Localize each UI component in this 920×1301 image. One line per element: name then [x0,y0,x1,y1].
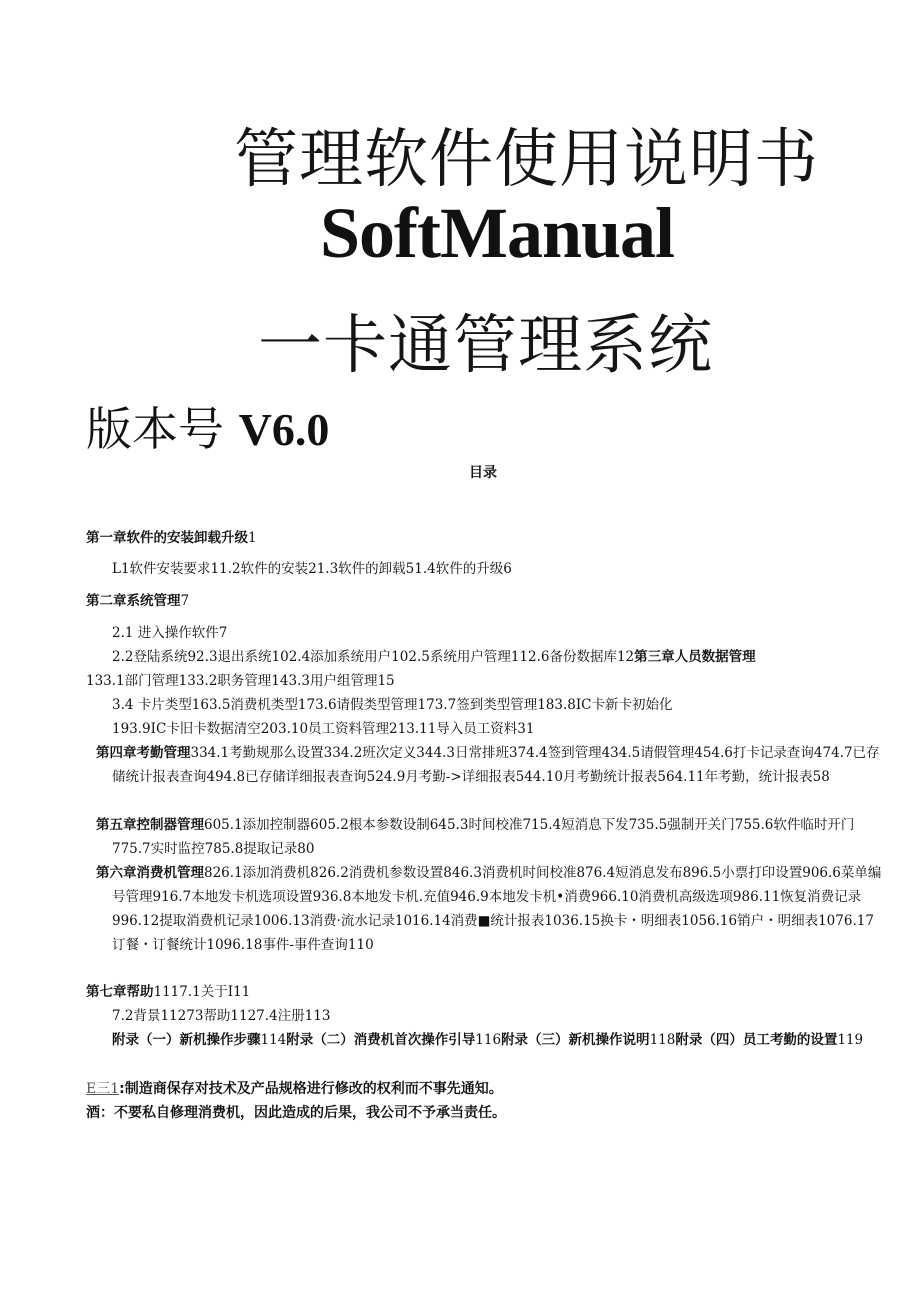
chapter-4-heading: 第四章考勤管理 [96,745,191,761]
chapter-5-items: 605.1添加控制器605.2根本参数设制645.3时间校准715.4短消息下发735.5强制开关门755.6软件临时开门775.7实时监控785.8提取记录80 [112,817,855,857]
chapter-1-page: 1 [248,530,257,546]
note-1 [86,1078,503,1098]
version-label: 版本号 [86,402,224,456]
version-line [86,393,329,459]
note-2: 酒：不要私自修理消费机，因此造成的后果，我公司不予承当责任。 [86,1105,506,1121]
appendix-2: 附录（二）消费机首次操作引导 [286,1032,476,1048]
note-1-text: :制造商保存对技术及产品规格进行修改的权利而不事先通知。 [119,1081,503,1097]
toc-chapter-6 [96,861,886,957]
toc-chapter-2 [86,589,189,613]
toc-chapter-4 [96,741,886,789]
manual-title-english: SoftManual [320,193,675,273]
toc-title: 目录 [469,465,497,481]
chapter-7-items: 1117.1关于I11 [153,984,251,1000]
chapter-3-heading: 第三章人员数据管理 [634,649,756,665]
toc-chapter-2-item2 [112,645,756,669]
chapter-2-heading: 第二章系统管理 [86,593,181,609]
appendix-1: 附录（一）新机操作步骤 [112,1032,261,1048]
toc-chapter-2-item1: 2.1 进入操作软件7 [112,625,228,641]
toc-chapter-1 [86,526,257,550]
appendix-1-page: 114 [260,1032,287,1048]
appendix-3-page: 118 [649,1032,676,1048]
toc-chapter-3-line1: 133.1部门管理133.2职务管理143.3用户组管理15 [86,673,395,689]
chapter-1-heading: 第一章软件的安装卸载升级 [86,530,248,546]
appendix-4-page: 119 [837,1032,864,1048]
chapter-6-items: 826.1添加消费机826.2消费机参数设置846.3消费机时间校准876.4短消息发布896.5小票打印设置906.6菜单编号管理916.7本地发卡机选项设置936.8本地发卡机.充值946.9本地发卡机•消费966.10消费机高级选项986.11恢复消费记录996.12提取消费机记录1006.13消费·流水记录1016.14消费■统计报表1036.15换卡・明细表1056.16销户・明细表1076.17订餐・订餐统计1096.18事件-事件查询110 [112,865,882,953]
toc-appendices [112,1028,886,1052]
chapter-4-items: 334.1考勤规那么设置334.2班次定义344.3日常排班374.4签到管理434.5请假管理454.6打卡记录查询474.7已存储统计报表查询494.8已存储详细报表查询524.9月考勤->详细报表544.10月考勤统计报表564.11年考勤，统计报表58 [112,745,880,785]
appendix-3: 附录（三）新机操作说明 [501,1032,650,1048]
toc-chapter-3-line3: 193.9IC卡旧卡数据清空203.10员工资料管理213.11导入员工资料31 [112,721,535,737]
chapter-5-heading: 第五章控制器管理 [96,817,204,833]
toc-chapter-3-line2: 3.4 卡片类型163.5消费机类型173.6请假类型管理173.7签到类型管理183.8IC卡新卡初始化 [112,697,673,713]
toc-chapter-1-items: L1软件安装要求11.2软件的安装21.3软件的卸载51.4软件的升级6 [112,561,512,577]
manual-title: 管理软件使用说明书 [234,123,819,197]
chapter-6-heading: 第六章消费机管理 [96,865,204,881]
toc-chapter-5 [96,813,886,861]
system-name: 一卡通管理系统 [258,309,713,383]
chapter-2-items: 2.2登陆系统92.3退出系统102.4添加系统用户102.5系统用户管理112.6备份数据库12 [112,649,635,665]
chapter-2-page: 7 [180,593,190,609]
appendix-2-page: 116 [475,1032,502,1048]
toc-chapter-7 [86,980,250,1004]
appendix-4: 附录（四）员工考勤的设置 [675,1032,838,1048]
chapter-7-heading: 第七章帮助 [86,984,154,1000]
note-1-mark: E三1 [86,1081,120,1097]
version-value: V6.0 [238,404,330,455]
toc-chapter-7-line2: 7.2背景11273帮助1127.4注册113 [112,1008,331,1024]
